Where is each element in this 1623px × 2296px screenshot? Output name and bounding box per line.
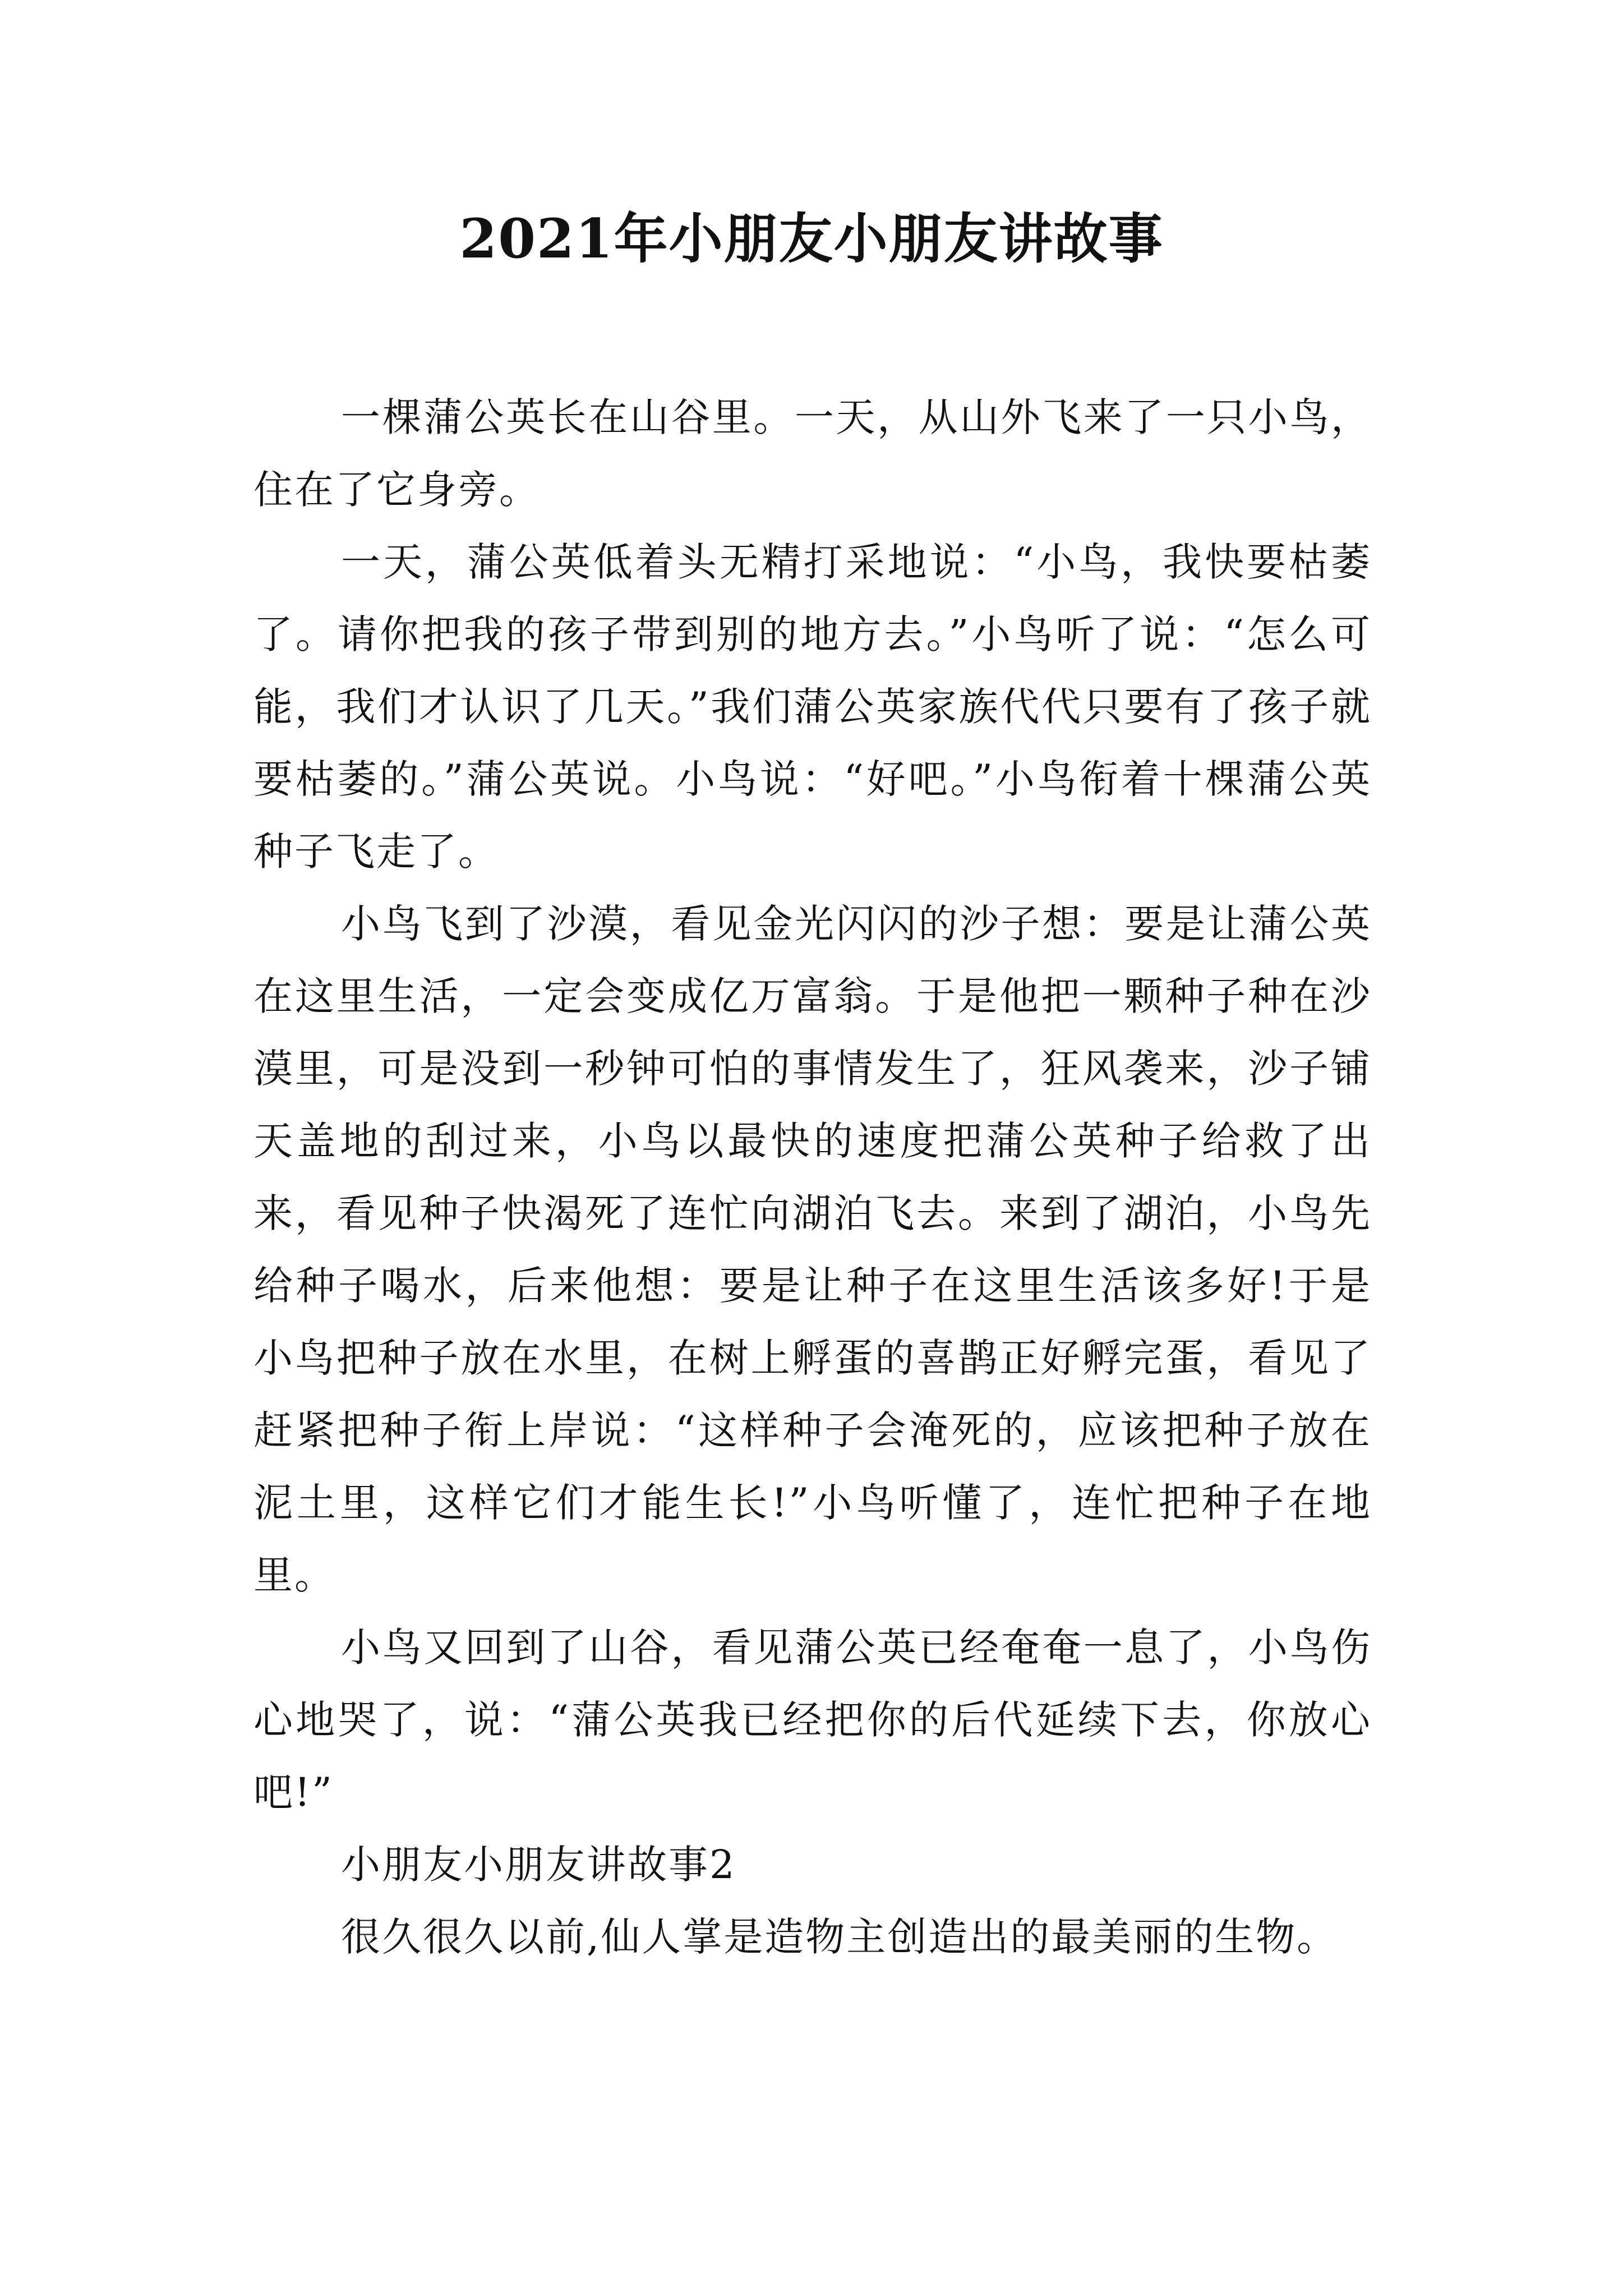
section-heading-story-2: 小朋友小朋友讲故事2 (341, 1842, 736, 1888)
document-title: 2021年小朋友小朋友讲故事 (459, 207, 1164, 270)
paragraph-3: 小鸟飞到了沙漠，看见金光闪闪的沙子想：要是让蒲公英在这里生活，一定会变成亿万富翁。于是他把一颗种子种在沙漠里，可是没到一秒钟可怕的事情发生了，狂风袭来，沙子铺天盖地的刮过来，小鸟以最快的速度把蒲公英种子给救了出来，看见种子快渴死了连忙向湖泊飞去。来到了湖泊，小鸟先给种子喝水，后来他想：要是让种子在这里生活该多好!于是小鸟把种子放在水里，在树上孵蛋的喜鹊正好孵完蛋，看见了赶紧把种子衔上岸说：“这样种子会淹死的，应该把种子放在泥土里，这样它们才能生长!”小鸟听懂了，连忙把种子在地里。 (253, 901, 1372, 1598)
paragraph-1: 一棵蒲公英长在山谷里。一天，从山外飞来了一只小鸟，住在了它身旁。 (253, 394, 1372, 513)
document-body (253, 381, 1372, 1973)
paragraph-4: 小鸟又回到了山谷，看见蒲公英已经奄奄一息了，小鸟伤心地哭了，说：“蒲公英我已经把你的后代延续下去，你放心吧!” (253, 1625, 1372, 1815)
paragraph-5: 很久很久以前,仙人掌是造物主创造出的最美丽的生物。 (341, 1914, 1338, 1960)
paragraph-2: 一天，蒲公英低着头无精打采地说：“小鸟，我快要枯萎了。请你把我的孩子带到别的地方去。”小鸟听了说：“怎么可能，我们才认识了几天。”我们蒲公英家族代代只要有了孩子就要枯萎的。”蒲公英说。小鸟说：“好吧。”小鸟衔着十棵蒲公英种子飞走了。 (253, 539, 1372, 875)
